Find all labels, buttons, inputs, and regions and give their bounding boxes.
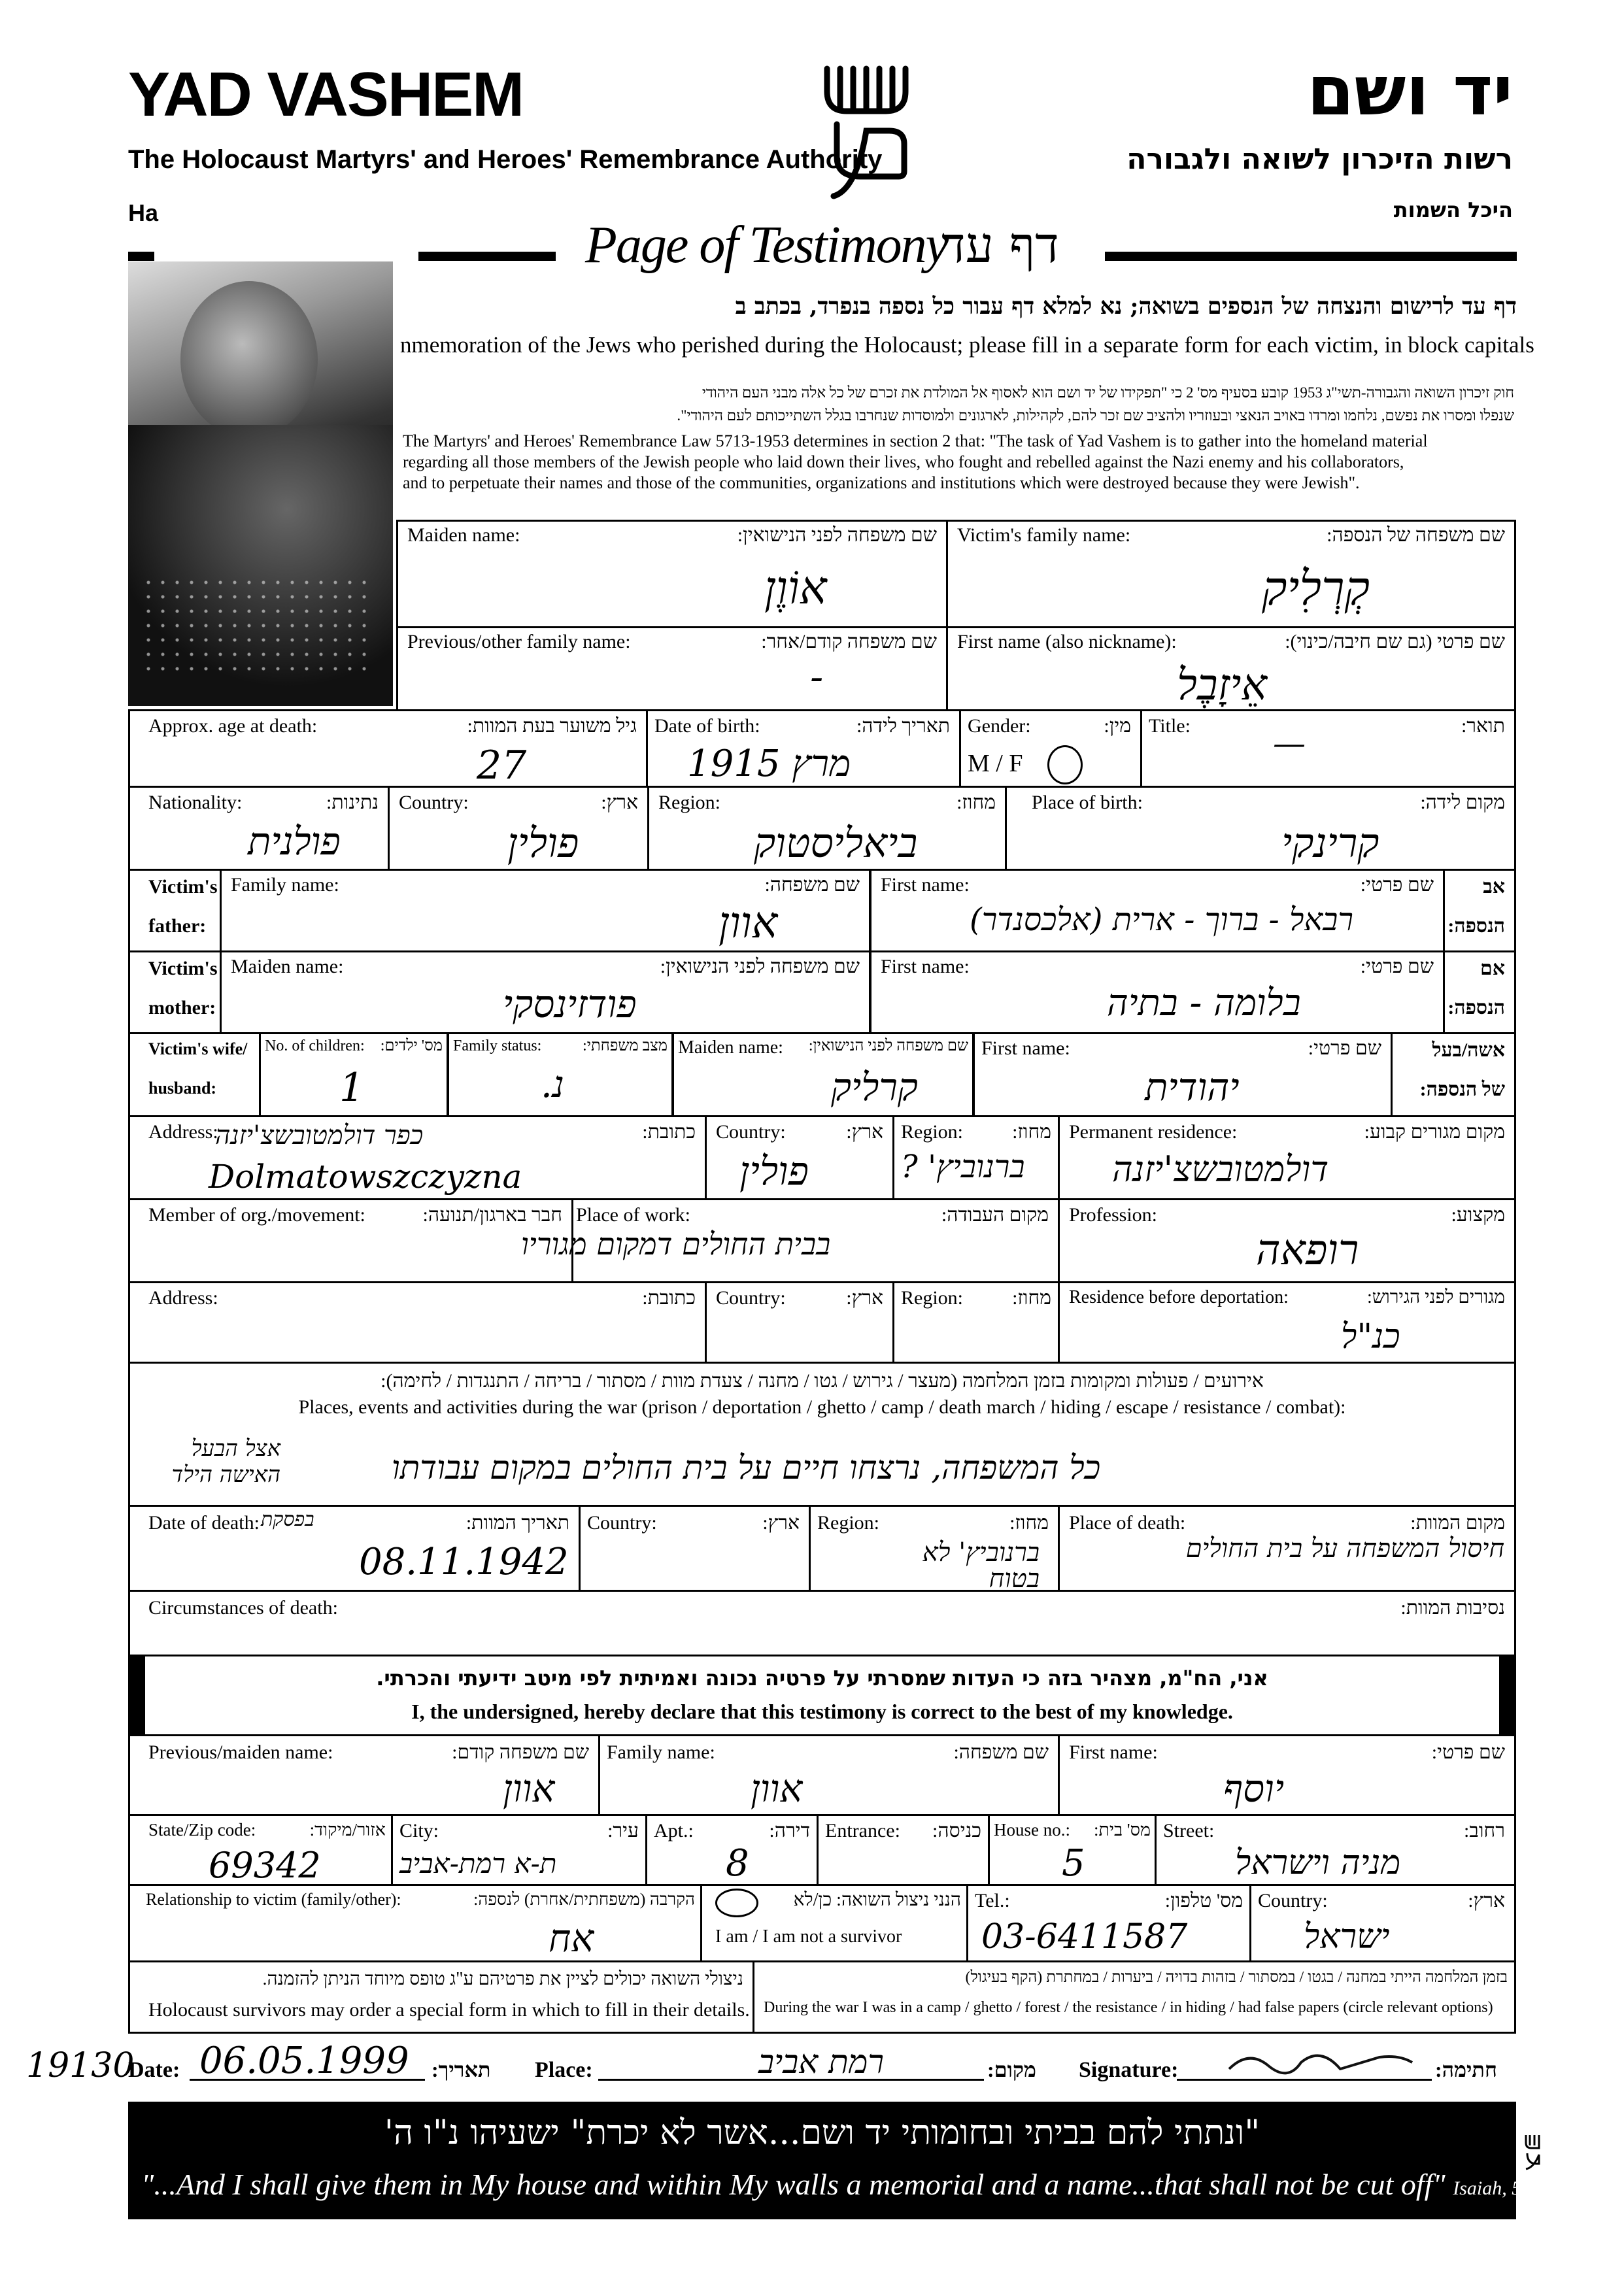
label-en: City: (399, 1820, 439, 1841)
verse-en (141, 2167, 1548, 2202)
note-he-1: ניצולי השואה יכולים לציין את פרטיהם ע"ג טופס מיוחד הניתן להזמנה. (262, 1969, 743, 1989)
label-he: אירועים / פעולות ומקומות בזמן המלחמה (מעצר / גירוש / גטו / מחנה / צעדת מוות / מסתור / בריחה / התנגדות / לחימה): (381, 1370, 1264, 1392)
field-member-org[interactable] (128, 1198, 573, 1283)
label-he: מחוז: (1012, 1287, 1051, 1309)
label-he: מגורים לפני הגירוש: (1367, 1287, 1505, 1307)
label-he: מס' טלפון: (1164, 1890, 1243, 1911)
survivor-circle (715, 1889, 758, 1917)
label-en: State/Zip code: (148, 1820, 256, 1840)
page-title-he: דף עד (941, 216, 1059, 274)
value: פולין (739, 1149, 809, 1194)
law-he-2: שנפלו ומסרו את נפשם, נלחמו ומרדו באויב הנאצי ובעוזריו ולהציב שם זכר להם, לקהילות, לארגונים ולמוסדות שנחרבו בגלל השתייכותם לעם היהודי". (677, 407, 1514, 424)
value: רופאה (1256, 1226, 1359, 1275)
value: בבית החולים דמקום מגוריו (521, 1226, 831, 1262)
label-en: First name: (981, 1037, 1070, 1059)
label-he: שם משפחה לפני הנישואין: (808, 1037, 968, 1054)
of-victim-he: של הנספה: (1419, 1079, 1505, 1100)
label-he: תאריך לידה: (856, 715, 950, 737)
label-he: שם משפחה של הנספה: (1327, 524, 1505, 546)
field-title[interactable] (1140, 709, 1516, 788)
label-he: אזור/מיקוד: (309, 1820, 386, 1840)
value: ברנוביץ' ? (901, 1149, 1025, 1185)
footer-verse-band (128, 2102, 1548, 2219)
value: אֵיזָבֶל (1177, 660, 1267, 710)
label-en: Region: (658, 792, 720, 813)
label-he: דירה: (769, 1820, 810, 1841)
note-he-2: בזמן המלחמה הייתי במחנה / בגטו / במסתור / בזהות בדויה / ביערות / במחתרת (הקף בעיגול) (965, 1969, 1508, 1986)
value: נ. (541, 1064, 565, 1106)
victims-label: Victim's (148, 958, 218, 979)
value: 03-6411587 (981, 1917, 1188, 1957)
label-he: שם פרטי: (1431, 1741, 1505, 1763)
value: 5 (1062, 1842, 1085, 1885)
page-title-en: Page of Testimony (585, 216, 948, 274)
value: קְרְלִיק (1262, 561, 1370, 616)
label-en: Country: (587, 1512, 657, 1534)
label-he: מצב משפחתי: (583, 1037, 668, 1054)
field-submitter-family-name[interactable] (598, 1734, 1060, 1816)
label-he: שם פרטי: (1308, 1037, 1381, 1059)
field-first-name[interactable] (946, 626, 1516, 711)
label-en: Family name: (607, 1741, 715, 1763)
label-en: Apt.: (654, 1820, 694, 1841)
field-previous-family-name[interactable] (396, 626, 948, 711)
title-rule-left (128, 252, 154, 261)
label-he: מקום המוות: (1410, 1512, 1505, 1534)
label-en: Nationality: (148, 792, 243, 813)
survivor-note-left (128, 1960, 754, 2034)
label-he: מחוז: (956, 792, 996, 813)
label-he: ארץ: (846, 1287, 883, 1309)
field-mother-first-name[interactable] (870, 950, 1445, 1034)
label-en: Approx. age at death: (148, 715, 318, 737)
authority-en: The Holocaust Martyrs' and Heroes' Remembrance Authority (128, 145, 883, 174)
label-en: Maiden name: (678, 1037, 783, 1058)
value: פודזינסקי (503, 982, 637, 1026)
note: בפסקת (261, 1508, 314, 1531)
yad-vashem-logo (820, 52, 912, 203)
place-label-he: מקום: (987, 2058, 1036, 2081)
value: 1 (339, 1065, 365, 1111)
label-en: Country: (716, 1287, 786, 1309)
value: אוון (751, 1766, 803, 1811)
label-en: Places, events and activities during the war (prison / deportation / ghetto / camp / death march / hiding / escape / resistance / combat): (298, 1396, 1346, 1418)
label-en: Date of birth: (654, 715, 760, 737)
label-en: Gender: (968, 715, 1031, 737)
verse-he: "ונתתי להם בביתי ובחומותי יד ושם...אשר לא יכרת" ישעיהו נ"ו ה' (384, 2113, 1260, 2153)
victim-photo (128, 261, 393, 706)
note-en-2: During the war I was in a camp / ghetto / forest / the resistance / in hiding / had false papers (circle relevant options) (764, 1999, 1493, 2016)
field-death-region[interactable] (809, 1505, 1060, 1592)
declaration-box (128, 1655, 1516, 1736)
field-father-family-name[interactable] (220, 869, 871, 952)
label-he: כתובת: (642, 1287, 696, 1309)
law-en-2: regarding all those members of the Jewish people who laid down their lives, who fought and rebelled against the Nazi enemy and his collaborators, (403, 452, 1404, 471)
field-profession[interactable] (1058, 1198, 1516, 1283)
label-en: House no.: (994, 1820, 1070, 1840)
field-street[interactable] (1155, 1814, 1516, 1886)
field-father-first-name[interactable] (870, 869, 1445, 952)
wife-he: אשה/בעל (1432, 1039, 1505, 1061)
field-place-of-birth[interactable] (1005, 786, 1516, 871)
value: כפר דולמטובשצ'יזנה (215, 1120, 424, 1151)
label-he: ארץ: (762, 1512, 800, 1534)
org-name-en: YAD VASHEM (128, 59, 524, 129)
value: — (1273, 724, 1306, 762)
label-he: שם משפחה: (953, 1741, 1049, 1763)
value: 69342 (209, 1845, 321, 1886)
field-address[interactable] (128, 1115, 707, 1200)
label-en: Region: (901, 1121, 963, 1143)
field-address-2-country[interactable] (705, 1281, 894, 1364)
label-en: Place of work: (576, 1204, 690, 1226)
label-he: חבר בארגון/תנועה: (422, 1204, 562, 1226)
label-he: שם פרטי: (1360, 874, 1434, 896)
father-he: אב (1483, 876, 1505, 898)
value: קרינקי (1281, 819, 1379, 867)
value: ישראל (1304, 1917, 1390, 1957)
label-en: Circumstances of death: (148, 1597, 338, 1619)
value-latin: Dolmatowszczyzna (209, 1158, 522, 1196)
label-he: כתובת: (642, 1121, 696, 1143)
value: אוון (503, 1766, 555, 1811)
field-permanent-residence[interactable] (1058, 1115, 1516, 1200)
value: מרץ 1915 (687, 743, 851, 785)
date-label-en: Date: (128, 2058, 180, 2082)
label-he: שם משפחה קודם/אחר: (761, 631, 937, 652)
label-en: Country: (1258, 1890, 1328, 1911)
label-en: Address: (148, 1121, 218, 1143)
title-rule-right (1105, 252, 1517, 261)
label-en: Victim's family name: (957, 524, 1131, 546)
law-en-3: and to perpetuate their names and those of the communities, organizations and institutions which were destroyed because they were Jewish". (403, 473, 1360, 492)
label-he: נסיבות המוות: (1400, 1597, 1505, 1619)
verse-en-text: "...And I shall give them in My house and within My walls a memorial and a name...that shall not be cut off" (141, 2168, 1446, 2201)
signature-label-en: Signature: (1079, 2058, 1179, 2082)
value: אוֹוֶן (764, 561, 827, 614)
field-address-2-region[interactable] (892, 1281, 1060, 1364)
hall-en: Ha (128, 199, 159, 226)
signature-scribble (1223, 2043, 1419, 2082)
value: פולנית (248, 819, 341, 864)
label-he: מין: (1104, 715, 1131, 737)
label-he: ארץ: (846, 1121, 883, 1143)
label-he: מס' בית: (1093, 1820, 1151, 1840)
label-en: Tel.: (975, 1890, 1010, 1911)
field-submitter-first-name[interactable] (1058, 1734, 1516, 1816)
label-he: שם פרטי: (1360, 956, 1434, 977)
field-city[interactable] (391, 1814, 647, 1886)
value: רבאל - ברוך - ארית (אלכסנדר) (970, 901, 1353, 938)
label-he: הקרבה (משפחתית/אחרת) לנספה: (473, 1890, 695, 1909)
hall-he: היכל השמות (1393, 197, 1513, 222)
label-en: Region: (817, 1512, 879, 1534)
field-nationality[interactable] (128, 786, 390, 871)
wife-label: Victim's wife/ (148, 1039, 248, 1058)
value: מניה וישראל (1235, 1843, 1401, 1883)
field-mother-maiden-name[interactable] (220, 950, 871, 1034)
label-he: ארץ: (601, 792, 638, 813)
label-he: נתינות: (326, 792, 379, 813)
label-en: First name (also nickname): (957, 631, 1177, 652)
label-he: שם משפחה קודם: (452, 1741, 589, 1763)
label-he: שם פרטי (גם שם חיבה/כינוי): (1285, 631, 1505, 652)
label-he: רחוב: (1464, 1820, 1505, 1841)
label-he: כניסה: (932, 1820, 981, 1841)
label-he: תאריך המוות: (465, 1512, 569, 1534)
place-value: רמת אביב (758, 2043, 884, 2081)
note-en-1: Holocaust survivors may order a special form in which to fill in their details. (148, 1999, 750, 2021)
field-date-of-death[interactable] (128, 1505, 581, 1592)
field-age-at-death[interactable] (128, 709, 648, 788)
value: פולין (507, 819, 579, 867)
label-en: Permanent residence: (1069, 1121, 1238, 1143)
value (765, 1874, 777, 1893)
small-logo-icon (1523, 2131, 1543, 2170)
field-house-number[interactable] (988, 1814, 1157, 1886)
value: ברנוביץ' לא בטוח (922, 1538, 1040, 1594)
label-en: Region: (901, 1287, 963, 1309)
value: כל המשפחה, נרצחו חיים על בית החולים במקום עבודתו (392, 1449, 1101, 1487)
label-he: מחוז: (1009, 1512, 1049, 1534)
label-en: Previous/maiden name: (148, 1741, 333, 1763)
label-he: מקום מגורים קבוע: (1364, 1121, 1505, 1143)
intro-line-he: דף עד לרישום והנצחה של הנספים בשואה; נא למלא דף עבור כל נספה בנפרד, בכתב ב (735, 293, 1517, 320)
label-he: מס' ילדים: (380, 1037, 443, 1054)
value: קרליק (831, 1065, 918, 1109)
label-en: Title: (1149, 715, 1191, 737)
label-he: שם משפחה לפני הנישואין: (660, 956, 860, 977)
label-he: מקום לידה: (1420, 792, 1505, 813)
declaration-he: אני, הח"מ, מצהיר בזה כי העדות שמסרתי על פרטיה נכונה ואמיתית לפי מיטב ידיעתי והכרתי. (376, 1666, 1268, 1690)
value: אוון (719, 898, 778, 948)
field-survivor-status[interactable] (700, 1884, 968, 1962)
intro-line-en: nmemoration of the Jews who perished during the Holocaust; please fill in a separate form for each victim, in block capitals (400, 332, 1534, 358)
label-he: מחוז: (1012, 1121, 1051, 1143)
label-en: Entrance: (825, 1820, 900, 1841)
field-submitter-country[interactable] (1249, 1884, 1516, 1962)
label-he: שם משפחה: (764, 874, 860, 896)
field-death-country[interactable] (579, 1505, 811, 1592)
label-en: Maiden name: (231, 956, 344, 977)
label-en: Previous/other family name: (407, 631, 631, 652)
archive-stamp-number: 19130 (26, 2046, 135, 2085)
value: כנ"ל (1341, 1317, 1400, 1356)
label-en: I am / I am not a survivor (715, 1926, 902, 1947)
of-victim-he: הנספה: (1447, 915, 1505, 937)
label-en: Maiden name: (407, 524, 520, 546)
label-en: Date of death: (148, 1512, 260, 1534)
husband-label: husband: (148, 1079, 217, 1098)
field-victim-family-name[interactable] (946, 520, 1516, 628)
label-he: שם משפחה לפני הנישואין: (737, 524, 937, 546)
field-place-of-death[interactable] (1058, 1505, 1516, 1592)
value: 8 (726, 1842, 749, 1885)
label-en: First name: (881, 956, 970, 977)
field-country-birth[interactable] (388, 786, 649, 871)
law-en-1: The Martyrs' and Heroes' Remembrance Law 5713-1953 determines in section 2 that: "The task of Yad Vashem is to gather into the homeland material (403, 431, 1428, 450)
gender-circle (1047, 745, 1083, 784)
field-address-country[interactable] (705, 1115, 894, 1200)
label-en: Family status: (453, 1037, 542, 1054)
field-apartment[interactable] (645, 1814, 819, 1886)
field-date-of-birth[interactable] (646, 709, 961, 788)
field-spouse-first-name[interactable] (973, 1032, 1393, 1117)
place-label-en: Place: (535, 2058, 593, 2082)
victims-label: Victim's (148, 876, 218, 898)
field-submitter-previous-name[interactable] (128, 1734, 600, 1816)
declaration-en: I, the undersigned, hereby declare that this testimony is correct to the best of my knowledge. (411, 1700, 1233, 1723)
value: יוסף (1223, 1766, 1285, 1811)
date-label-he: תאריך: (431, 2058, 491, 2081)
mother-he: אם (1480, 958, 1505, 979)
field-family-status[interactable] (447, 1032, 673, 1117)
field-address-2[interactable] (128, 1281, 707, 1364)
label-en: Member of org./movement: (148, 1204, 365, 1226)
field-place-of-work[interactable] (521, 1198, 1060, 1283)
value: ת-א רמת-אביב (399, 1847, 557, 1879)
field-children[interactable] (259, 1032, 448, 1117)
label-en: Residence before deportation: (1069, 1287, 1289, 1307)
label-en: Country: (716, 1121, 786, 1143)
label-en: Family name: (231, 874, 339, 896)
authority-he: רשות הזיכרון לשואה ולגבורה (1126, 143, 1513, 176)
survivor-note-right (753, 1960, 1516, 2034)
field-address-region[interactable] (892, 1115, 1060, 1200)
value: דולמטובשצ'יזנה (1112, 1149, 1329, 1190)
label-en: Profession: (1069, 1204, 1157, 1226)
label-en: First name: (1069, 1741, 1158, 1763)
field-residence-before-deportation[interactable] (1058, 1281, 1516, 1364)
signature-label-he: חתימה: (1435, 2058, 1497, 2081)
value: בלומה - בתיה (1107, 982, 1301, 1024)
value: 27 (477, 743, 527, 788)
verse-reference: Isaiah, 56:5 (1453, 2177, 1548, 2199)
value: 08.11.1942 (359, 1541, 569, 1583)
label-en: Address: (148, 1287, 218, 1309)
value-side: אצל הבעל האישה הילד (171, 1436, 280, 1488)
field-telephone[interactable] (966, 1884, 1251, 1962)
label-he: מקום העבודה: (941, 1204, 1049, 1226)
label-en: Street: (1163, 1820, 1215, 1841)
label-he: גיל משוער בעת המוות: (467, 715, 637, 737)
father-label: father: (148, 915, 207, 937)
label-he: תואר: (1461, 715, 1505, 737)
field-maiden-name[interactable] (396, 520, 948, 628)
label-en: Place of birth: (1032, 792, 1143, 813)
label-en: Place of death: (1069, 1512, 1186, 1534)
field-region-birth[interactable] (647, 786, 1007, 871)
value: יהודית (1145, 1065, 1240, 1109)
value: ביאליסטוק (754, 819, 918, 867)
field-entrance[interactable] (817, 1814, 990, 1886)
label-he: מקצוע: (1451, 1204, 1505, 1226)
label-en: No. of children: (265, 1037, 365, 1054)
label-he: ארץ: (1468, 1890, 1505, 1911)
label-en: First name: (881, 874, 970, 896)
label-en: Country: (399, 792, 469, 813)
value: M / F (968, 750, 1023, 777)
value: חיסול המשפחה על בית החולים (1185, 1534, 1504, 1564)
field-spouse-maiden-name[interactable] (672, 1032, 974, 1117)
mother-label: mother: (148, 997, 216, 1018)
of-victim-he: הנספה: (1447, 997, 1505, 1018)
label-en: Relationship to victim (family/other): (146, 1890, 401, 1909)
field-relationship[interactable] (128, 1884, 702, 1962)
label-he: הנני ניצול השואה: כן/לא (793, 1890, 961, 1910)
date-value: 06.05.1999 (199, 2040, 409, 2082)
title-rule-mid (418, 252, 556, 261)
law-he-1: חוק זיכרון השואה והגבורה-תשי"ג 1953 קובע בסעיף מס' 2 כי "תפקידו של יד ושם הוא לאסוף אל המולדת את זכרם של כל אלה מבני העם היהודי (702, 384, 1514, 401)
field-gender[interactable] (959, 709, 1142, 788)
field-circumstances-of-death[interactable] (128, 1590, 1516, 1656)
value: - (810, 654, 824, 700)
label-he: עיר: (607, 1820, 639, 1841)
field-zip-code[interactable] (128, 1814, 393, 1886)
field-war-events[interactable] (128, 1362, 1516, 1507)
org-name-he: יד ושם (1307, 51, 1513, 131)
value: אח (549, 1916, 594, 1960)
